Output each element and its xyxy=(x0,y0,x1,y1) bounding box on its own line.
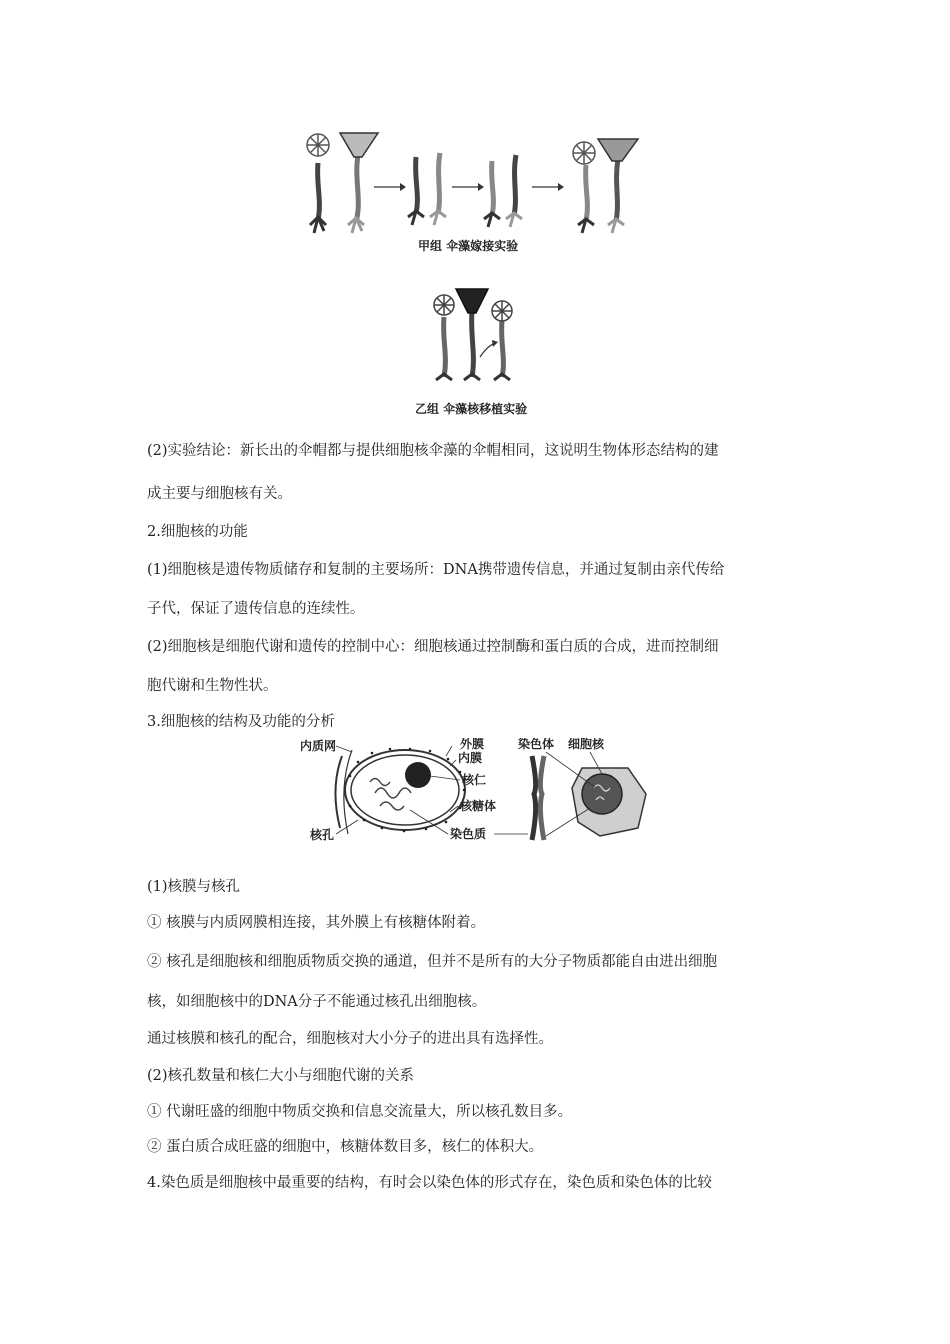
inner-membrane-label: 内膜 xyxy=(458,751,483,765)
graft-figure-caption: 甲组 伞藻嫁接实验 xyxy=(418,239,519,253)
paragraph: ② 核孔是细胞核和细胞质物质交换的通道，但并不是所有的大分子物质都能自由进出细胞 xyxy=(147,954,718,970)
paragraph: ① 代谢旺盛的细胞中物质交换和信息交流量大，所以核孔数目多。 xyxy=(147,1104,573,1120)
paragraph: 4.染色质是细胞核中最重要的结构，有时会以染色体的形式存在，染色质和染色体的比较 xyxy=(147,1175,712,1191)
er-label: 内质网 xyxy=(300,739,337,753)
paragraph: (2)细胞核是细胞代谢和遗传的控制中心：细胞核通过控制酶和蛋白质的合成，进而控制细 xyxy=(147,639,719,655)
pore-label: 核孔 xyxy=(310,828,335,842)
paragraph: (2)实验结论：新长出的伞帽都与提供细胞核伞藻的伞帽相同，这说明生物体形态结构的建 xyxy=(147,443,719,459)
nucleolus-label: 核仁 xyxy=(462,773,487,787)
transplant-figure-caption: 乙组 伞藻核移植实验 xyxy=(415,402,528,416)
algae-pair-2 xyxy=(408,153,446,225)
chromatin-label: 染色质 xyxy=(450,827,487,841)
paragraph: ② 蛋白质合成旺盛的细胞中，核糖体数目多，核仁的体积大。 xyxy=(147,1139,544,1155)
ribosome-label: 核糖体 xyxy=(460,799,497,813)
paragraph: ① 核膜与内质网膜相连接，其外膜上有核糖体附着。 xyxy=(147,915,486,931)
paragraph: 核，如细胞核中的DNA分子不能通过核孔出细胞核。 xyxy=(147,994,487,1010)
arrow-icon xyxy=(532,183,564,191)
paragraph: 通过核膜和核孔的配合，细胞核对大小分子的进出具有选择性。 xyxy=(147,1031,553,1047)
paragraph: (1)核膜与核孔 xyxy=(147,879,241,895)
graft-experiment-figure xyxy=(300,125,650,240)
paragraph: (2)核孔数量和核仁大小与细胞代谢的关系 xyxy=(147,1068,415,1084)
cell-nucleus-label: 细胞核 xyxy=(568,738,605,751)
chromosome-label: 染色体 xyxy=(518,738,555,751)
algae-pair-4 xyxy=(573,139,638,233)
algae-pair-1 xyxy=(307,133,378,233)
paragraph: 胞代谢和生物性状。 xyxy=(147,678,278,694)
transplant-experiment-figure xyxy=(430,285,520,385)
paragraph: 成主要与细胞核有关。 xyxy=(147,486,292,502)
paragraph: 子代，保证了遗传信息的连续性。 xyxy=(147,601,365,617)
section-heading: 2.细胞核的功能 xyxy=(147,524,248,540)
section-heading: 3.细胞核的结构及功能的分析 xyxy=(147,714,335,730)
arrow-icon xyxy=(374,183,406,191)
outer-membrane-label: 外膜 xyxy=(460,738,485,751)
algae-pair-3 xyxy=(484,155,522,227)
paragraph: (1)细胞核是遗传物质储存和复制的主要场所：DNA携带遗传信息，并通过复制由亲代传给 xyxy=(147,562,725,578)
nucleus-structure-figure xyxy=(300,738,655,850)
arrow-icon xyxy=(452,183,484,191)
